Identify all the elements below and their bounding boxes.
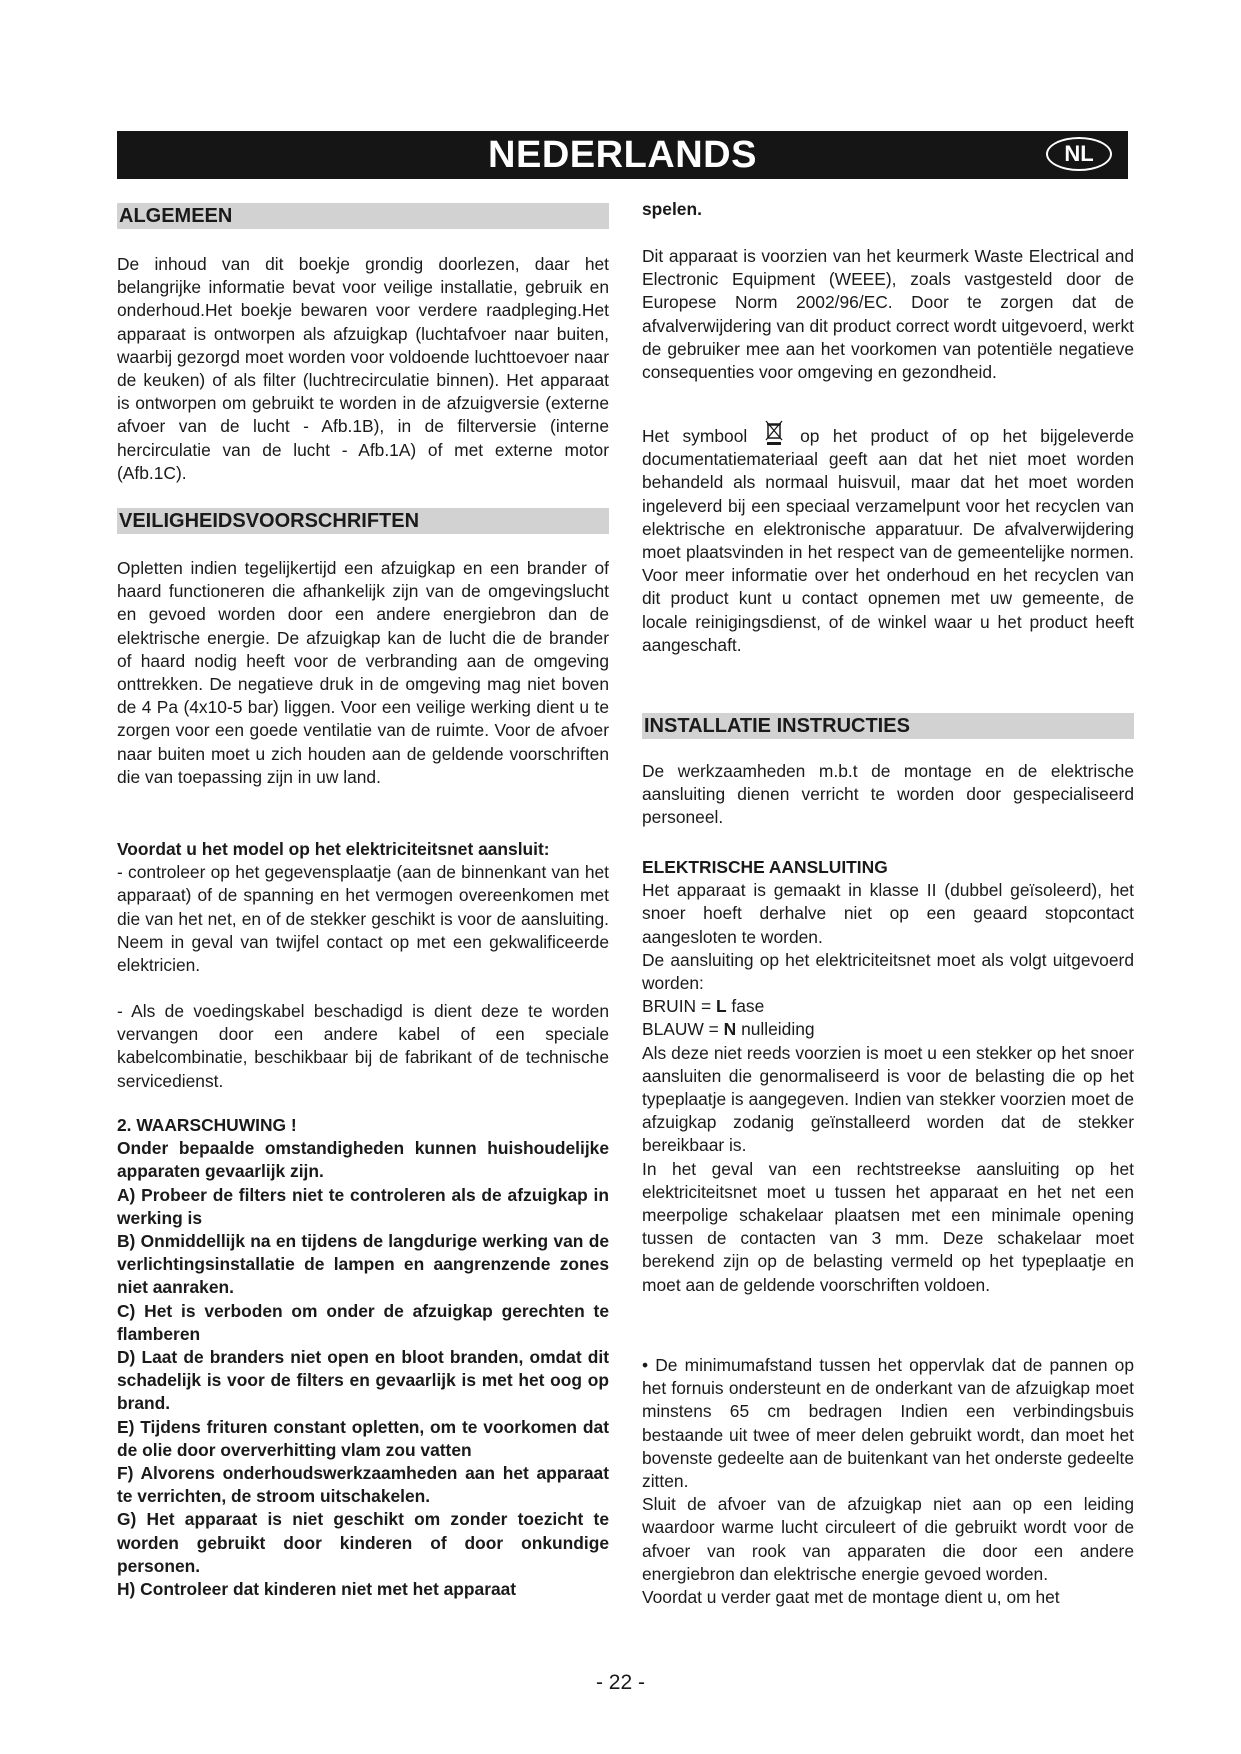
afvoer-text: Sluit de afvoer van de afzuigkap niet aan op een leiding waardoor warme lucht circuleert of die gebruikt wordt voor de afvoer van rook van apparaten die door een andere energiebron dan elektrische energie gevoed worden.: [642, 1494, 1134, 1584]
blauw-code: N: [723, 1019, 737, 1040]
elec-paragraph-1: Het apparaat is gemaakt in klasse II (dubbel geïsoleerd), het snoer hoeft derhalve niet op een geaard stopcontact aangesloten te worden.: [642, 880, 1134, 947]
blauw-text: nulleiding: [736, 1019, 815, 1040]
min-distance-text: • De minimumafstand tussen het oppervlak dat de pannen op het fornuis ondersteunt en de onderkant van de afzuigkap moet minstens 65 cm bedragen Indien een verbindingsbuis bestaande uit twee of meer delen gebruikt wordt, dan moet het bovenste gedeelte aan de buitenkant van het onderste gedeelte zitten.: [642, 1355, 1134, 1492]
warning-item: C) Het is verboden om onder de afzuigkap gerechten te flamberen: [117, 1300, 609, 1344]
language-banner: [117, 131, 1128, 179]
symbol-text: [642, 420, 1134, 657]
installation-notes: [642, 1354, 1134, 1609]
before-connect-block: [117, 838, 609, 977]
warning-item: H) Controleer dat kinderen niet met het apparaat: [117, 1579, 517, 1600]
warning-item: G) Het apparaat is niet geschikt om zonder toezicht te worden gebruikt door kinderen of door onkundige personen.: [117, 1509, 609, 1576]
elec-paragraph-4: In het geval van een rechtstreekse aansluiting op het elektriciteitsnet moet u tussen het apparaat en het net een meerpolige schakelaar plaatsen met een minimale opening tussen de contacten van 3 mm. Deze schakelaar moet berekend zijn op de belasting vermeld op het typeplaatje en moet aan de geldende voorschriften voldoen.: [642, 1158, 1134, 1295]
algemeen-text: De inhoud van dit boekje grondig doorlezen, daar het belangrijke informatie bevat voor veilige installatie, gebruik en onderhoud.Het boekje bewaren voor verdere raadpleging.Het apparaat is ontworpen als afzuigkap (luchtafvoer naar buiten, waarbij gezorgd moet worden voor voldoende luchttoevoer naar de keuken) of als filter (luchtrecirculatie binnen). Het apparaat is ontworpen om gebruikt te worden in de afzuigversie (externe afvoer van de lucht - Afb.1B), in de filterversie (interne hercirculatie van de lucht - Afb.1A) of met externe motor (Afb.1C).: [117, 254, 609, 483]
warning-item: Onder bepaalde omstandigheden kunnen huishoudelijke apparaten gevaarlijk zijn.: [117, 1138, 609, 1182]
elec-paragraph-2: De aansluiting op het elektriciteitsnet moet als volgt uitgevoerd worden:: [642, 949, 1134, 994]
bruin-text: fase: [726, 996, 765, 1017]
cable-text: - Als de voedingskabel beschadigd is dient deze te worden vervangen door een andere kabel of een speciale kabelcombinatie, beschikbaar bij de fabrikant of de technische servicedienst.: [117, 1001, 609, 1091]
bruin-code: L: [715, 996, 727, 1017]
weee-text: Dit apparaat is voorzien van het keurmerk Waste Electrical and Electronic Equipment (WEEE), zoals vastgesteld door de Europese Norm 2002/96/EC. Door te zorgen dat de afvalverwijdering van dit product correct wordt uitgevoerd, werkt de gebruiker mee aan het voorkomen van potentiële negatieve consequenties voor omgeving en gezondheid.: [642, 246, 1134, 383]
before-connect-title: Voordat u het model op het elektriciteitsnet aansluit:: [117, 839, 550, 859]
page-title: NEDERLANDS: [488, 134, 757, 176]
blauw-line: [642, 1018, 1134, 1041]
section-heading-veiligheid: VEILIGHEIDSVOORSCHRIFTEN: [117, 508, 609, 534]
warning-item: E) Tijdens frituren constant opletten, om te voorkomen dat de olie door oververhitting vlam zou vatten: [117, 1416, 609, 1460]
symbol-text-pre: Het symbool: [642, 426, 748, 446]
elektrische-aansluiting-block: [642, 856, 1134, 1297]
symbol-text-post: op het product of op het bijgeleverde documentatiemateriaal geeft aan dat het niet moet worden behandeld als normaal huisvuil, maar dat het moet worden ingeleverd bij een speciaal verzamelpunt voor het recyclen van elektrische en elektronische apparatuur. De afvalverwijdering moet plaatsvinden in het respect van de gemeentelijke normen. Voor meer informatie over het onderhoud en het recyclen van dit product kunt u contact opnemen met uw gemeente, de locale reinigingsdienst, of de winkel waar u het product heeft aangeschaft.: [642, 426, 1134, 655]
before-connect-text: - controleer op het gegevensplaatje (aan de binnenkant van het apparaat) of de spanning en het vermogen overeenkomen met die van het net, en of de stekker geschikt is voor de aansluiting. Neem in geval van twijfel contact op met een gekwalificeerde elektricien.: [117, 862, 609, 976]
warning-item: F) Alvorens onderhoudswerkzaamheden aan het apparaat te verrichten, de stroom uitschakelen.: [117, 1463, 609, 1507]
warning-list: [117, 1137, 609, 1601]
elektrische-aansluiting-title: ELEKTRISCHE AANSLUITING: [642, 857, 888, 877]
continued-text: spelen.: [642, 199, 702, 219]
blauw-label: BLAUW =: [642, 1019, 724, 1040]
veiligheid-text: Opletten indien tegelijkertijd een afzuigkap en een brander of haard functioneren die afhankelijk zijn van de omgevingslucht en gevoed worden door een andere energiebron dan de elektrische energie. De afzuigkap kan de lucht die de brander of haard nodig heeft voor de verbranding aan de omgeving onttrekken. De negatieve druk in de omgeving mag niet boven de 4 Pa (4x10-5 bar) liggen. Voor een veilige werking dient u te zorgen voor een goede ventilatie van de ruimte. Voor de afvoer naar buiten moet u zich houden aan de geldende voorschriften die van toepassing zijn in uw land.: [117, 558, 609, 787]
section-heading-installatie: INSTALLATIE INSTRUCTIES: [642, 713, 1134, 739]
crossed-bin-icon: [765, 420, 783, 446]
bruin-line: [642, 995, 1134, 1018]
warning-item: B) Onmiddellijk na en tijdens de langdurige werking van de verlichtingsinstallatie de lampen en aangrenzende zones niet aanraken.: [117, 1231, 609, 1298]
page-number: - 22 -: [595, 1671, 645, 1694]
bruin-label: BRUIN =: [642, 996, 716, 1017]
elec-paragraph-3: Als deze niet reeds voorzien is moet u een stekker op het snoer aansluiten die genormaliseerd is voor de belasting die op het typeplaatje is aangegeven. Indien van stekker voorzien moet de afzuigkap zodanig geïnstalleerd worden dat de stekker bereikbaar is.: [642, 1042, 1134, 1156]
warning-item: D) Laat de branders niet open en bloot branden, omdat dit schadelijk is voor de filters en gevaarlijk is met het oog op brand.: [117, 1347, 609, 1414]
section-heading-algemeen: ALGEMEEN: [117, 203, 609, 229]
warning-item: A) Probeer de filters niet te controleren als de afzuigkap in werking is: [117, 1184, 609, 1228]
language-badge: NL: [1046, 137, 1112, 171]
warning-title: 2. WAARSCHUWING !: [117, 1115, 297, 1135]
voordat-text: Voordat u verder gaat met de montage dient u, om het: [642, 1587, 1060, 1608]
warning-block: [117, 1114, 609, 1601]
installatie-text: De werkzaamheden m.b.t de montage en de elektrische aansluiting dienen verricht te worden door gespecialiseerd personeel.: [642, 761, 1134, 828]
